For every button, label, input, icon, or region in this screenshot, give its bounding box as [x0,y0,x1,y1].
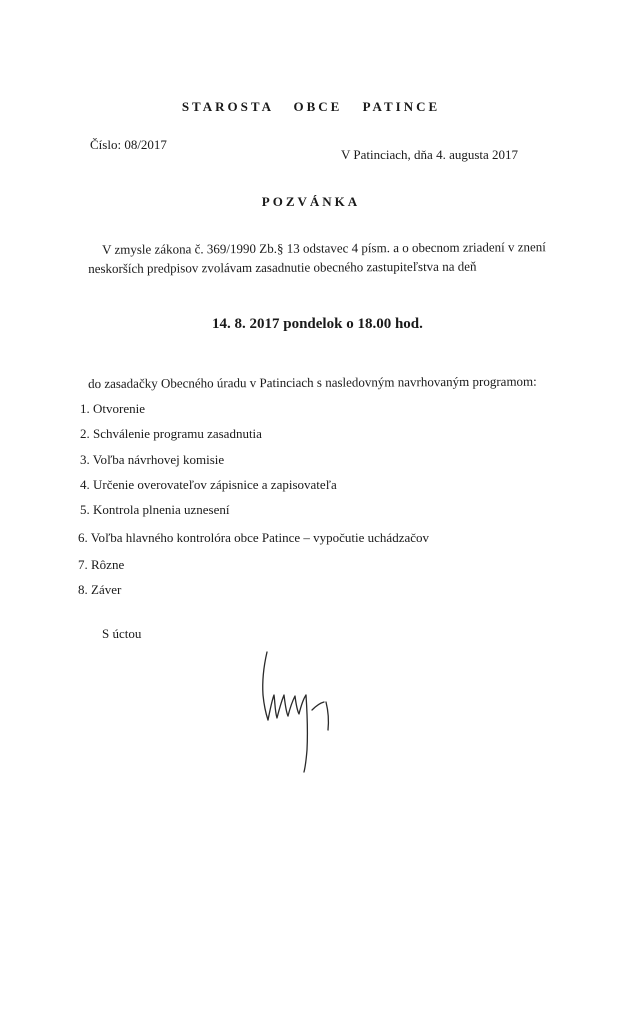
agenda-item: 5. Kontrola plnenia uznesení [80,502,230,517]
document-number: Číslo: 08/2017 [90,137,167,152]
agenda-item: 8. Záver [78,582,122,597]
place-and-date: V Patinciach, dňa 4. augusta 2017 [341,147,519,162]
header-title: STAROSTA OBCE PATINCE [181,99,441,114]
venue-text: do zasadačky Obecného úradu v Patinciach s nasledovným navrhovaným programom: [88,373,537,391]
intro-line-2: neskorších predpisov zvolávam zasadnutie obecného zastupiteľstva na deň [88,258,477,276]
meeting-datetime: 14. 8. 2017 pondelok o 18.00 hod. [212,316,423,332]
intro-paragraph [88,237,558,278]
handwritten-signature-icon [250,640,360,780]
agenda-item: 4. Určenie overovateľov zápisnice a zapisovateľa [80,477,337,492]
intro-line-1: V zmysle zákona č. 369/1990 Zb.§ 13 odstavec 4 písm. a o obecnom zriadení v znení [102,239,546,257]
agenda-item: 2. Schválenie programu zasadnutia [80,426,262,441]
agenda-item: 7. Rôzne [78,557,125,572]
agenda-item: 1. Otvorenie [80,401,145,416]
closing-salutation: S úctou [102,626,142,641]
agenda-item: 6. Voľba hlavného kontrolóra obce Patince – vypočutie uchádzačov [78,530,429,545]
document-type-title: POZVÁNKA [261,194,361,209]
agenda-item: 3. Voľba návrhovej komisie [80,452,225,467]
